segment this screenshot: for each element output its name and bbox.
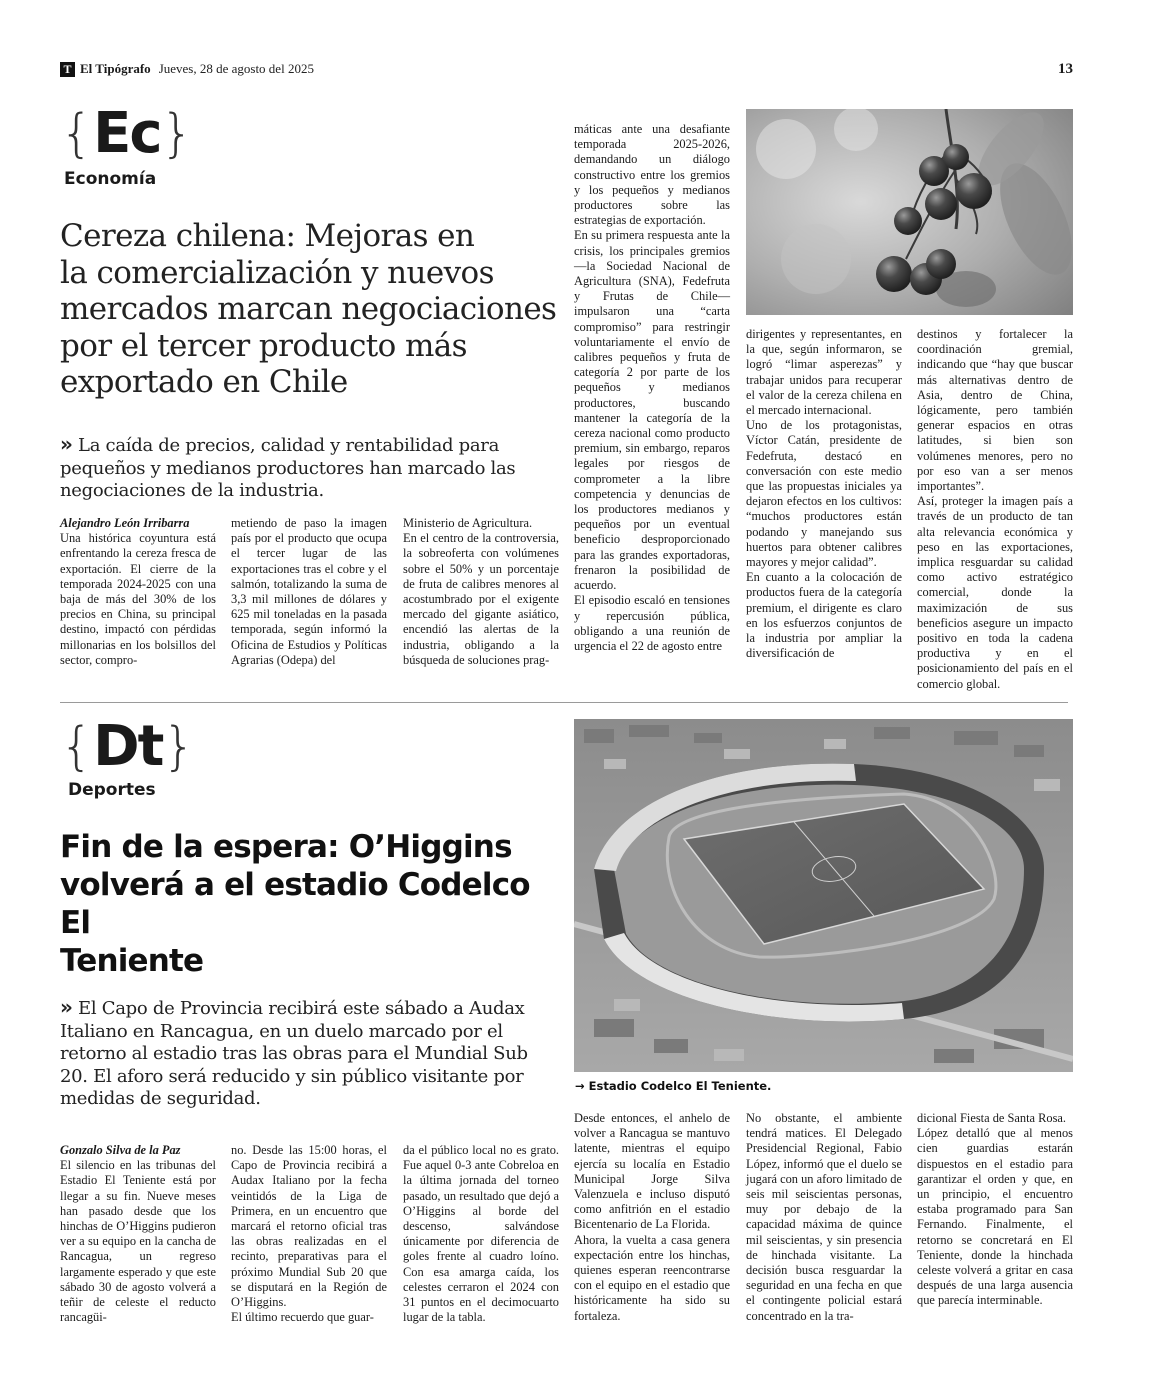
paragraph: En el centro de la controversia, la sobreoferta con volúmenes sobre el 50% y un porcentaje de fruta de calibres menores al acostumbrado por el exigente mercado del gigante asiático, encendió las alertas de la industria, obligando a la búsqueda de soluciones prag- [403, 531, 559, 667]
headline-line: mercados marcan negociaciones [60, 291, 557, 327]
paragraph: En su primera respuesta ante la crisis, los principales gremios —la Sociedad Nacional de Agricultura (SNA), Fedefruta y Frutas de Chile— impulsaron una “carta compromiso” para restringir voluntariamente el envío de calibres pequeños y fruta de categoría 2 por parte de los pequeños y medianos productores, buscando mantener la categoría de la cereza nacional como producto premium, sin embargo, reparos legales por riesgos de comprometer a la libre competencia y denuncias de los productores medianos y pequeños por un eventual beneficio desproporcionado para las grandes exportadoras, frenaron la posibilidad de acuerdo. [574, 228, 730, 593]
article-column [403, 1143, 559, 1325]
lead-text: El Capo de Provincia recibirá este sábado a Audax Italiano en Rancagua, en un duelo marcado por el retorno al estadio tras las obras para el Mundial Sub 20. El aforo será reducido y sin público visitante por medidas de seguridad. [60, 998, 528, 1109]
paragraph: dirigentes y representantes, en la que, según informaron, se logró “limar asperezas” y trabajar unidos para recuperar el valor de la cereza chilena en el mercado internacional. [746, 327, 902, 418]
article-column [917, 327, 1073, 692]
newspaper-name: El Tipógrafo [80, 61, 151, 76]
author-byline: Gonzalo Silva de la Paz [60, 1143, 181, 1157]
arrow-right-icon: → [575, 1079, 585, 1093]
lead-deportes [60, 996, 560, 1111]
cherries-photo [746, 109, 1073, 315]
stadium-aerial-photo [574, 719, 1073, 1072]
section-abbr: Dt [93, 714, 163, 779]
article-column [574, 122, 730, 654]
lead-text: La caída de precios, calidad y rentabilidad para pequeños y medianos productores han marcado las negociaciones de la industria. [60, 435, 516, 501]
lead-marker-icon: » [60, 432, 73, 456]
paragraph: Una histórica coyuntura está enfrentando la cereza fresca de exportación. El cierre de la temporada 2024-2025 con una baja de más del 30% de los precios en China, su principal destino, impactó con pérdidas millonarias en los bolsillos del sector, compro- [60, 531, 216, 667]
article-column [403, 516, 559, 668]
paragraph: El último recuerdo que guar- [231, 1310, 374, 1325]
headline-economia [60, 218, 560, 401]
headline-line: la comercialización y nuevos [60, 254, 494, 291]
article-column [574, 1111, 730, 1324]
section-name: Deportes [68, 780, 156, 800]
paragraph: destinos y fortalecer la coordinación gremial, indicando que “hay que buscar más alternativas dentro de Asia, dentro de China, lógicamente, pero también generar espacios en otras latitudes, si bien son volúmenes menores, pero no por eso van a ser menos importantes”. [917, 327, 1073, 494]
article-column [60, 516, 216, 668]
headline-line: Cereza chilena: Mejoras en [60, 218, 475, 254]
headline-line: por el tercer producto más [60, 327, 467, 364]
paragraph: López detalló que al menos cien guardias estarán dispuestos en el estadio para garantizar el orden y que, en un principio, el encuentro estaba programado para San Fernando. Finalmente, el retorno se concretará en El Teniente, donde la hinchada celeste volverá a gritar en casa después de una larga ausencia que parecía interminable. [917, 1126, 1073, 1308]
lead-marker-icon: » [60, 995, 73, 1019]
section-abbr: Ec [93, 101, 161, 166]
section-name: Economía [64, 169, 157, 189]
paragraph: Ahora, la vuelta a casa genera expectación entre los hinchas, quienes esperan reencontrarse con el equipo en el estadio que históricamente ha sido su fortaleza. [574, 1232, 730, 1323]
headline-line: exportado en Chile [60, 364, 348, 400]
paragraph: metiendo de paso la imagen país por el producto que ocupa el tercer lugar de las exportaciones tras el cobre y el salmón, totalizando la suma de 3,3 mil millones de dólares y 625 mil toneladas en la pasada temporada, según informó la Oficina de Estudios y Políticas Agrarias (Odepa) del [231, 516, 387, 667]
paragraph: Uno de los protagonistas, Víctor Catán, presidente de Fedefruta, destacó en conversación con este medio que las propuestas iniciales ya dejaron efectos en los cultivos: “muchos productores están podando y manejando sus huertos para obtener calibres mayores y mejor calidad”. [746, 418, 902, 570]
paragraph: Ministerio de Agricultura. [403, 516, 533, 530]
page-number: 13 [1058, 60, 1073, 77]
article-column [746, 327, 902, 661]
lead-economia [60, 433, 550, 503]
headline-line: volverá a el estadio Codelco El [60, 867, 530, 941]
article-column [746, 1111, 902, 1324]
paragraph: máticas ante una desafiante temporada 2025-2026, demandando un diálogo constructivo entre los gremios y los pequeños y medianos productores sobre las estrategias de exportación. [574, 122, 730, 228]
article-column [60, 1143, 216, 1325]
paragraph: dicional Fiesta de Santa Rosa. [917, 1111, 1067, 1125]
paragraph: El silencio en las tribunas del Estadio El Teniente está por llegar a su fin. Nueve meses han pasado desde que los hinchas de O’Higgins pudieron ver a su equipo en la cancha de Rancagua, un regreso largamente esperado y que este sábado 30 de agosto volverá a teñir de celeste el reducto rancagüi- [60, 1158, 216, 1325]
paragraph: En cuanto a la colocación de productos fuera de la categoría premium, el dirigente es claro en los esfuerzos conjuntos de la industria por ampliar la diversificación de [746, 570, 902, 661]
caption-text: Estadio Codelco El Teniente. [588, 1079, 772, 1093]
newspaper-logo-icon: T [60, 62, 75, 77]
section-mark-deportes: {Dt} [60, 714, 196, 779]
paragraph: Desde entonces, el anhelo de volver a Rancagua se mantuvo latente, mientras el equipo ejercía su localía en Estadio Municipal Jorge Silva Valenzuela e incluso disputó como anfitrión en el estadio Bicentenario de La Florida. [574, 1111, 730, 1232]
paragraph: El episodio escaló en tensiones y repercusión pública, obligando a una reunión de urgencia el 22 de agosto entre [574, 593, 730, 653]
author-byline: Alejandro León Irribarra [60, 516, 190, 530]
paragraph: no. Desde las 15:00 horas, el Capo de Provincia recibirá a Audax Italiano por la fecha veintidós de la Liga de Primera, en un encuentro que marcará el retorno oficial tras las obras realizadas en el recinto, preparativas para el próximo Mundial Sub 20 que se disputará en la Región de O’Higgins. [231, 1143, 387, 1310]
article-column [231, 516, 387, 668]
paragraph: Así, proteger la imagen país a través de un producto de tan alta relevancia económica y peso en las exportaciones, implica resguardar su calidad como activo estratégico comercial, donde la maximización de sus beneficios asegure un impacto positivo en toda la cadena productiva y en el posicionamiento del país en el comercio global. [917, 494, 1073, 691]
section-divider [60, 702, 1068, 703]
article-column [917, 1111, 1073, 1309]
issue-date: Jueves, 28 de agosto del 2025 [158, 61, 314, 76]
headline-line: Fin de la espera: O’Higgins [60, 829, 512, 865]
headline-deportes [60, 828, 560, 980]
photo-caption [575, 1079, 771, 1093]
article-column [231, 1143, 387, 1325]
page-header [60, 59, 1073, 79]
paragraph: No obstante, el ambiente tendrá matices. El Delegado Presidencial Regional, Fabio López, informó que el duelo se jugará con un aforo limitado de seis mil seiscientas personas, muy por debajo de la capacidad máxima de quince mil seiscientas, y sin presencia de hinchada visitante. La decisión busca resguardar la seguridad en una fecha en que el contingente policial estará concentrado en la tra- [746, 1111, 902, 1323]
section-mark-economia: {Ec} [60, 101, 194, 166]
headline-line: Teniente [60, 943, 204, 979]
paragraph: da el público local no es grato. Fue aquel 0-3 ante Cobreloa en la última jornada del torneo pasado, un resultado que dejó a O’Higgins al borde del descenso, salvándose únicamente por diferencia de goles frente al cuadro loíno. Con esa amarga caída, los celestes cerraron el 2024 con 31 puntos en el decimocuarto lugar de la tabla. [403, 1143, 559, 1325]
